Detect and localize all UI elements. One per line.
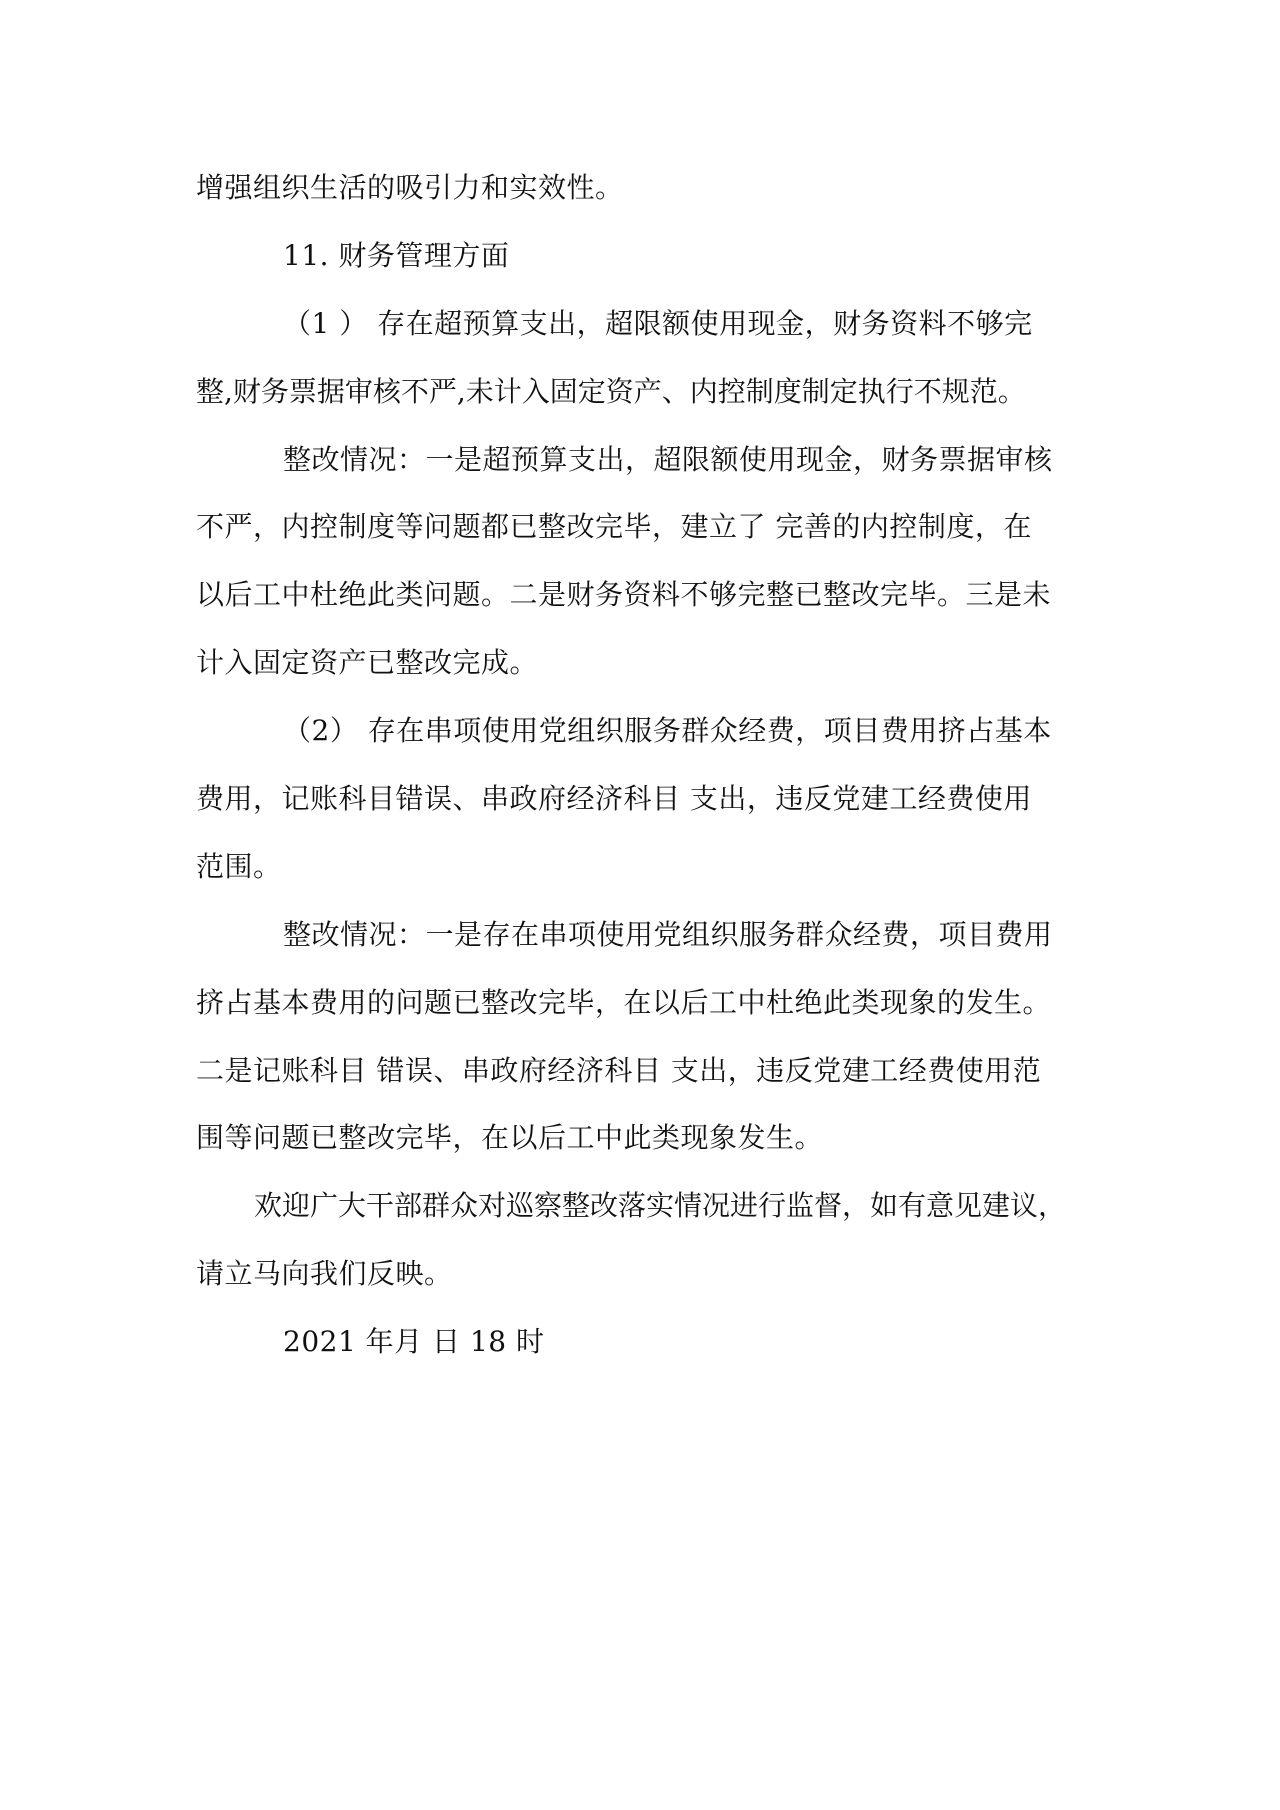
text-line: 不严，内控制度等问题都已整改完毕，建立了 完善的内控制度，在 [196, 510, 1032, 543]
text-line: 整改情况：一是超预算支出，超限额使用现金，财务票据审核 [283, 443, 1053, 476]
text-line: 挤占基本费用的问题已整改完毕，在以后工中杜绝此类现象的发生。 [196, 986, 1052, 1019]
text-line: 增强组织生活的吸引力和实效性。 [196, 171, 624, 204]
date-line: 2021 年月 日 18 时 [283, 1325, 545, 1358]
text-line: 费用，记账科目错误、串政府经济科目 支出，违反党建工经费使用 [196, 782, 1032, 815]
section-heading: 11. 财务管理方面 [283, 239, 510, 272]
text-line: 整,财务票据审核不严,未计入固定资产、内控制度制定执行不规范。 [196, 375, 1026, 408]
text-line: 整改情况：一是存在串项使用党组织服务群众经费，项目费用 [283, 918, 1053, 951]
text-line: 范围。 [196, 850, 282, 883]
text-line: 围等问题已整改完毕，在以后工中此类现象发生。 [196, 1121, 824, 1154]
text-line: 以后工中杜绝此类问题。二是财务资料不够完整已整改完毕。三是未 [196, 578, 1052, 611]
text-line: 请立马向我们反映。 [196, 1257, 453, 1290]
text-line: 欢迎广大干部群众对巡察整改落实情况进行监督，如有意见建议， [254, 1189, 1067, 1222]
text-line: （2） 存在串项使用党组织服务群众经费，项目费用挤占基本 [283, 714, 1052, 747]
text-line: （1 ） 存在超预算支出，超限额使用现金，财务资料不够完 [283, 307, 1033, 340]
text-line: 计入固定资产已整改完成。 [196, 646, 539, 679]
text-line: 二是记账科目 错误、串政府经济科目 支出，违反党建工经费使用范 [196, 1054, 1042, 1087]
